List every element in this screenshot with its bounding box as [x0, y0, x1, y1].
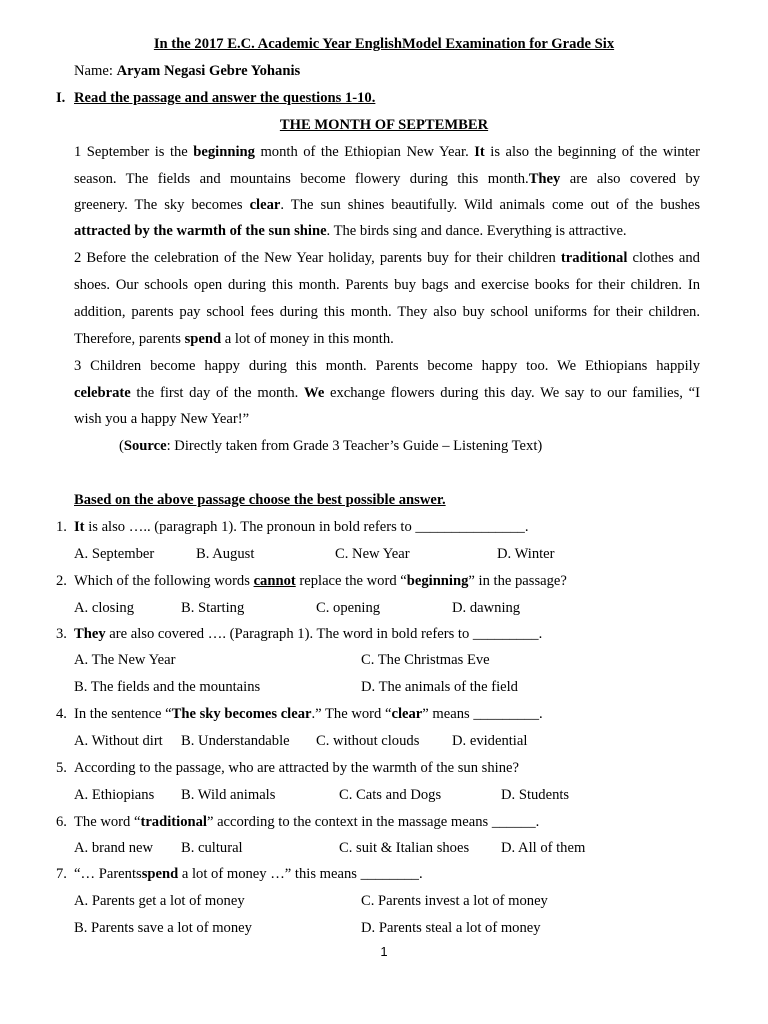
question-stem	[74, 625, 542, 643]
text-run: “… Parents	[74, 866, 142, 882]
text-run: are also covered by	[560, 171, 700, 187]
text-run: ” in the passage?	[468, 573, 567, 589]
bold-word: spend	[141, 866, 179, 882]
option-d[interactable]: D. The animals of the field	[361, 679, 518, 695]
text-run: The word “	[74, 814, 141, 830]
bold-word: clear	[391, 706, 423, 722]
option-d[interactable]: D. evidential	[452, 733, 528, 749]
question-number: 1.	[56, 519, 67, 535]
text-run: According to the passage, who are attracted by the warmth of the sun shine?	[74, 760, 519, 776]
text-run: .” The word “	[311, 706, 392, 722]
bold-word: clear	[249, 197, 281, 213]
option-a[interactable]: A. closing	[74, 600, 134, 616]
exam-title: In the 2017 E.C. Academic Year EnglishModel Examination for Grade Six	[153, 36, 615, 52]
bold-word: They	[528, 171, 561, 187]
option-d[interactable]: D. Winter	[497, 546, 555, 562]
option-b[interactable]: B. Wild animals	[181, 787, 276, 803]
option-a[interactable]: A. Parents get a lot of money	[74, 893, 245, 909]
option-b[interactable]: B. The fields and the mountains	[74, 679, 261, 695]
text-run: . The birds sing and dance. Everything is attractive.	[326, 223, 627, 239]
bold-phrase: attracted by the warmth of the sun shine	[74, 223, 327, 239]
option-c[interactable]: C. without clouds	[316, 733, 420, 749]
text-run: wish you a happy New Year!”	[74, 411, 250, 427]
text-run: is also the beginning of the winter	[484, 144, 700, 160]
passage-line	[74, 143, 700, 161]
option-c[interactable]: C. Cats and Dogs	[339, 787, 442, 803]
question-stem	[74, 572, 567, 590]
question-stem	[74, 759, 519, 777]
text-run: shoes. Our schools open during this month. Parents buy bags and exercise books for their children. In	[74, 277, 700, 293]
name-label: Name:	[74, 63, 117, 79]
text-run: are also covered …. (Paragraph 1). The word in bold refers to _________.	[105, 626, 543, 642]
passage-line	[74, 222, 627, 240]
option-a[interactable]: A. Without dirt	[74, 733, 163, 749]
text-run: season. The fields and mountains become flowery during this month.	[74, 171, 529, 187]
option-a[interactable]: A. Ethiopians	[74, 787, 155, 803]
option-c[interactable]: C. suit & Italian shoes	[339, 840, 470, 856]
passage-line	[74, 357, 700, 375]
text-run: exchange flowers during this day. We say to our families, “I	[324, 385, 700, 401]
source-label: Source	[123, 438, 167, 454]
question-number: 5.	[56, 760, 67, 776]
text-run: ” according to the context in the massage means ______.	[206, 814, 540, 830]
bold-word: We	[304, 385, 325, 401]
text-run: a lot of money …” this means ________.	[178, 866, 423, 882]
text-run: 2 Before the celebration of the New Year holiday, parents buy for their children	[74, 250, 561, 266]
text-run: . The sun shines beautifully. Wild animals come out of the bushes	[280, 197, 701, 213]
bold-phrase: The sky becomes clear	[171, 706, 312, 722]
option-c[interactable]: C. New Year	[335, 546, 410, 562]
text-run: Which of the following words	[74, 573, 254, 589]
question-number: 2.	[56, 573, 67, 589]
option-a[interactable]: A. September	[74, 546, 155, 562]
section-numeral: I.	[56, 90, 66, 106]
option-c[interactable]: C. opening	[316, 600, 381, 616]
passage-source	[119, 437, 542, 455]
passage-line	[74, 384, 700, 402]
source-text: : Directly taken from Grade 3 Teacher’s Guide – Listening Text)	[166, 438, 543, 454]
text-run: replace the word “	[295, 573, 407, 589]
bold-word: beginning	[406, 573, 469, 589]
question-number: 7.	[56, 866, 67, 882]
text-run: the first day of the month.	[130, 385, 305, 401]
bold-word: traditional	[140, 814, 207, 830]
bold-word: It	[74, 519, 85, 535]
option-a[interactable]: A. The New Year	[74, 652, 176, 668]
text-run: clothes and	[627, 250, 700, 266]
questions-heading: Based on the above passage choose the best possible answer.	[74, 492, 446, 508]
option-b[interactable]: B. August	[196, 546, 255, 562]
passage-line	[74, 170, 700, 188]
passage-line	[74, 410, 249, 428]
text-run: a lot of money in this month.	[221, 331, 394, 347]
option-b[interactable]: B. Parents save a lot of money	[74, 920, 252, 936]
text-run: ” means _________.	[422, 706, 543, 722]
page-number: 1	[380, 944, 388, 959]
option-b[interactable]: B. Understandable	[181, 733, 290, 749]
question-stem	[74, 813, 539, 831]
option-b[interactable]: B. Starting	[181, 600, 245, 616]
text-run: Therefore, parents	[74, 331, 185, 347]
option-c[interactable]: C. The Christmas Eve	[361, 652, 490, 668]
option-c[interactable]: C. Parents invest a lot of money	[361, 893, 548, 909]
text-run: is also ….. (paragraph 1). The pronoun in bold refers to _______________.	[84, 519, 529, 535]
bold-word: traditional	[560, 250, 628, 266]
question-number: 4.	[56, 706, 67, 722]
passage-line	[74, 330, 394, 348]
option-d[interactable]: D. Students	[501, 787, 570, 803]
name-value: Aryam Negasi Gebre Yohanis	[116, 63, 301, 79]
bold-word: celebrate	[74, 385, 131, 401]
text-run: 1 September is the	[74, 144, 194, 160]
passage-line	[74, 196, 700, 214]
question-stem	[74, 705, 543, 723]
option-d[interactable]: D. All of them	[501, 840, 586, 856]
text-run: addition, parents pay school fees during this month. They also buy school uniforms for their children.	[74, 304, 700, 320]
question-number: 6.	[56, 814, 67, 830]
text-run: greenery. The sky becomes	[74, 197, 250, 213]
text-run: month of the Ethiopian New Year.	[254, 144, 475, 160]
question-number: 3.	[56, 626, 67, 642]
bold-word: They	[74, 626, 106, 642]
bold-word: cannot	[253, 573, 296, 589]
question-stem	[74, 865, 423, 883]
passage-line	[74, 249, 700, 267]
option-d[interactable]: D. dawning	[452, 600, 521, 616]
text-run: 3 Children become happy during this month. Parents become happy too. We Ethiopians happily	[74, 358, 700, 374]
question-stem	[74, 518, 529, 536]
option-d[interactable]: D. Parents steal a lot of money	[361, 920, 541, 936]
option-a[interactable]: A. brand new	[74, 840, 154, 856]
bold-word: It	[474, 144, 485, 160]
passage-title: THE MONTH OF SEPTEMBER	[279, 117, 489, 133]
section-instruction: Read the passage and answer the questions 1-10.	[74, 90, 376, 106]
passage-line	[74, 303, 700, 321]
text-run: (	[119, 438, 124, 454]
passage-line	[74, 276, 700, 294]
bold-word: beginning	[193, 144, 255, 160]
text-run: In the sentence “	[74, 706, 172, 722]
option-b[interactable]: B. cultural	[181, 840, 243, 856]
student-name	[74, 62, 300, 80]
bold-word: spend	[184, 331, 222, 347]
